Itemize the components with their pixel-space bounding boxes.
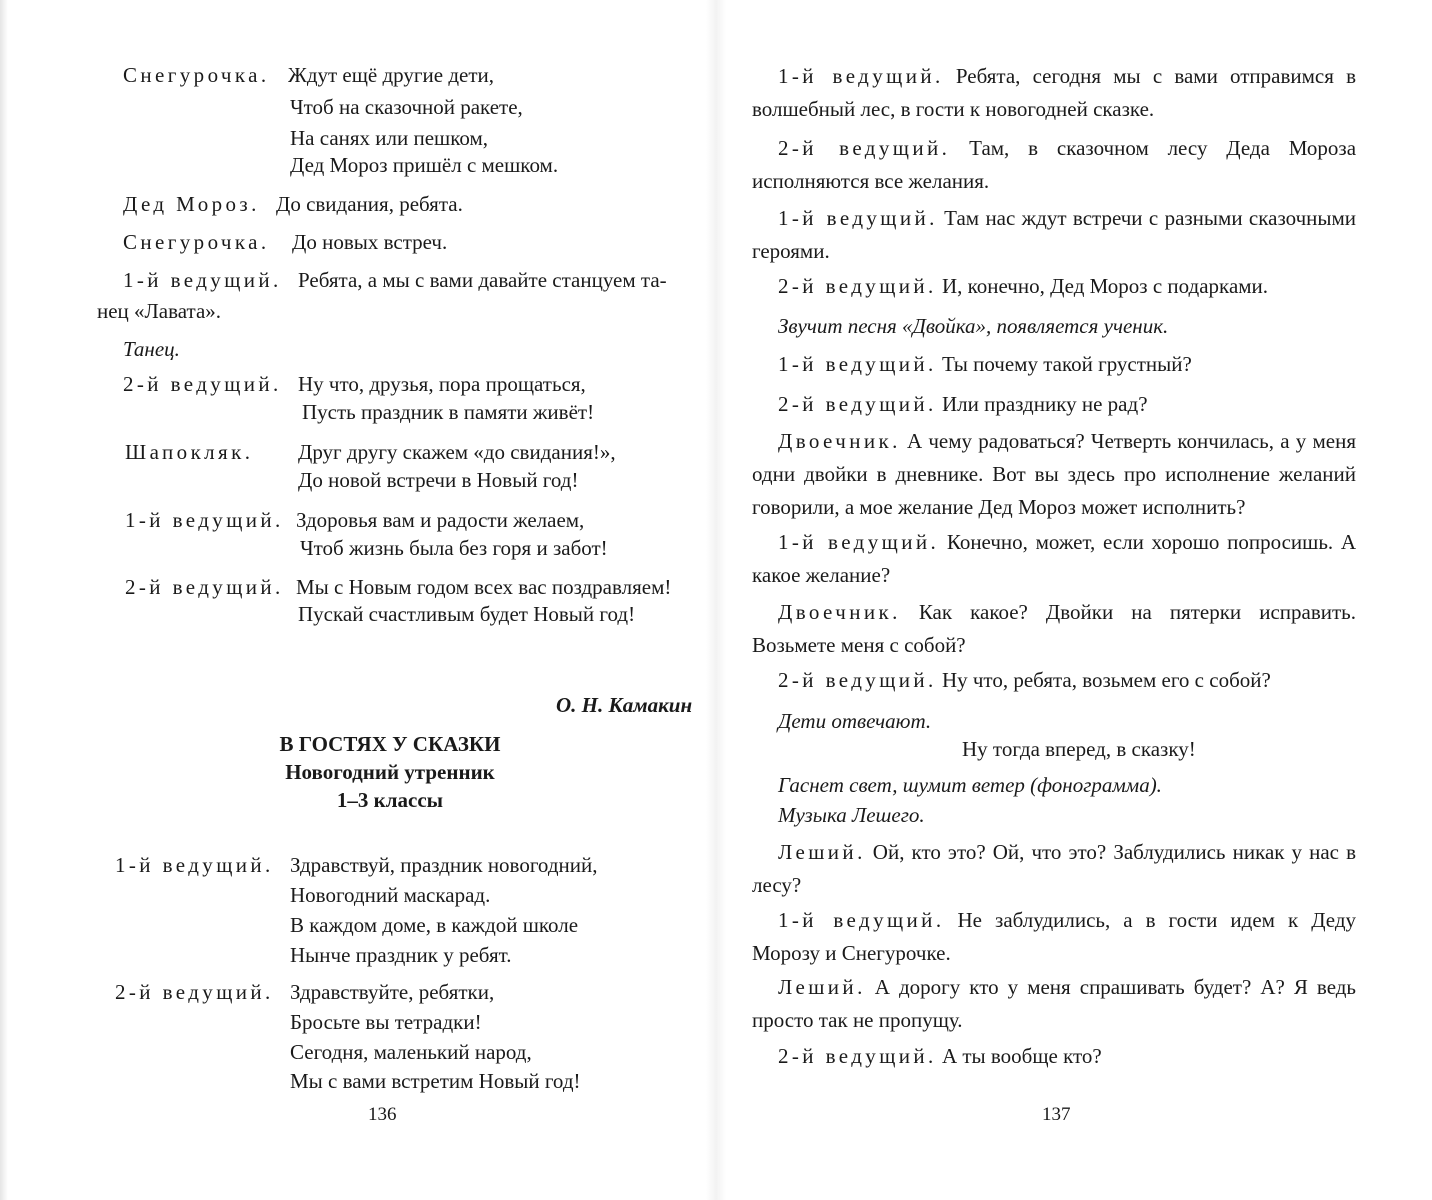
speaker-label: Леший. [778,840,866,864]
verse-line: До новой встречи в Новый год! [298,468,579,492]
paragraph [752,132,1356,198]
play-grades: 1–3 классы [336,788,444,812]
stage-direction: Танец. [123,337,180,361]
verse-line: Мы с вами встретим Новый год! [290,1069,581,1093]
verse-line: Дед Мороз пришёл с мешком. [290,153,559,177]
verse-line: Нынче праздник у ребят. [290,943,512,967]
speaker-label: 2-й ведущий. [123,372,282,396]
verse-line: Чтоб на сказочной ракете, [290,95,523,119]
dialogue-text: Ребята, сегодня мы с вами отправимся в волшебный лес, в гости к новогодней сказке. [752,64,1356,121]
speaker-label: 2-й ведущий. [115,980,274,1004]
paragraph [752,971,1356,1037]
paragraph [752,388,1356,421]
dialogue-text: А чему радоваться? Четверть кончилась, а у меня одни двойки в дневнике. Вот вы здесь про исполнение желаний говорили, а мое желание Дед Мороз может исполнить? [752,429,1356,519]
paragraph [752,348,1356,381]
stage-direction: Гаснет свет, шумит ветер (фонограмма). [778,773,1162,797]
dialogue-text: А дорогу кто у меня спрашивать будет? А? Я ведь просто так не пропущу. [752,975,1357,1032]
play-subtitle: Новогодний утренник [285,760,495,784]
speaker-label: Шапокляк. [125,440,254,464]
verse-line: Мы с Новым годом всех вас поздравляем! [296,575,672,599]
dialogue-text: Ну тогда вперед, в сказку! [962,737,1196,761]
stage-direction: Дети отвечают. [778,709,932,733]
dialogue-text: Ты почему такой грустный? [941,352,1192,376]
verse-line: Друг другу скажем «до свидания!», [298,440,616,464]
speaker-label: 1-й ведущий. [778,206,938,230]
speaker-label: Леший. [778,975,866,999]
dialogue-text: Как какое? Двойки на пятерки исправить. Возьмете меня с собой? [752,600,1357,657]
page-number: 136 [368,1104,397,1125]
paragraph [752,904,1356,970]
paragraph [752,596,1356,662]
dialogue-text: Ребята, а мы с вами давайте станцуем та- [298,268,667,292]
speaker-label: 1-й ведущий. [778,530,940,554]
speaker-label: Двоечник. [778,429,901,453]
dialogue-text: До новых встреч. [292,230,448,254]
paragraph [752,1040,1356,1073]
dialogue-text: Не заблудились, а в гости идем к Деду Морозу и Снегурочке. [752,908,1357,965]
verse-line: Сегодня, маленький народ, [290,1040,532,1064]
paragraph [752,526,1356,592]
dialogue-text: Ой, кто это? Ой, что это? Заблудились никак у нас в лесу? [752,840,1356,897]
author-name: О. Н. Камакин [556,693,693,717]
dialogue-text: Там, в сказочном лесу Деда Мороза исполняются все желания. [752,136,1357,193]
speaker-label: 2-й ведущий. [778,392,937,416]
verse-line: Пусть праздник в памяти живёт! [302,400,595,424]
play-title: В ГОСТЯХ У СКАЗКИ [279,732,501,756]
speaker-label: 2-й ведущий. [778,1044,937,1068]
verse-line: Пускай счастливым будет Новый год! [298,602,636,626]
dialogue-text: До свидания, ребята. [276,192,463,216]
dialogue-text: Или празднику не рад? [941,392,1148,416]
speaker-label: 1-й ведущий. [115,853,274,877]
dialogue-text: Там нас ждут встречи с разными сказочными героями. [752,206,1357,263]
verse-line: Ну что, друзья, пора прощаться, [298,372,586,396]
paragraph [752,836,1356,902]
verse-line: Бросьте вы тетрадки! [290,1010,482,1034]
stage-direction: Звучит песня «Двойка», появляется ученик. [778,314,1169,338]
page-number: 137 [1042,1104,1071,1125]
speaker-label: 2-й ведущий. [778,668,937,692]
paragraph [752,202,1356,268]
verse-line: В каждом доме, в каждой школе [290,913,579,937]
dialogue-text: И, конечно, Дед Мороз с подарками. [941,274,1269,298]
speaker-label: 1-й ведущий. [778,64,944,88]
speaker-label: 2-й ведущий. [778,136,951,160]
verse-line: Здоровья вам и радости желаем, [296,508,585,532]
dialogue-text-continued: нец «Лавата». [97,299,222,323]
verse-line: Здравствуйте, ребятки, [290,980,495,1004]
dialogue-text: Конечно, может, если хорошо попросишь. А какое желание? [752,530,1357,587]
paragraph [752,270,1356,303]
verse-line: На санях или пешком, [290,126,488,150]
dialogue-text: Ну что, ребята, возьмем его с собой? [941,668,1271,692]
right-page [716,0,1432,1200]
speaker-label: Снегурочка. [123,230,270,254]
verse-line: Здравствуй, праздник новогодний, [290,853,598,877]
verse-line: Чтоб жизнь была без горя и забот! [300,536,608,560]
speaker-label: Снегурочка. [123,63,270,87]
speaker-label: 1-й ведущий. [778,352,937,376]
dialogue-text: А ты вообще кто? [941,1044,1102,1068]
speaker-label: 1-й ведущий. [778,908,945,932]
speaker-label: Дед Мороз. [123,192,260,216]
stage-direction: Музыка Лешего. [778,803,925,827]
verse-line: Ждут ещё другие дети, [288,63,494,87]
speaker-label: 2-й ведущий. [778,274,937,298]
paragraph [752,664,1356,697]
speaker-label: 2-й ведущий. [125,575,284,599]
paragraph [752,425,1356,524]
verse-line: Новогодний маскарад. [290,883,491,907]
speaker-label: 1-й ведущий. [123,268,282,292]
speaker-label: 1-й ведущий. [125,508,284,532]
speaker-label: Двоечник. [778,600,901,624]
paragraph [752,60,1356,126]
